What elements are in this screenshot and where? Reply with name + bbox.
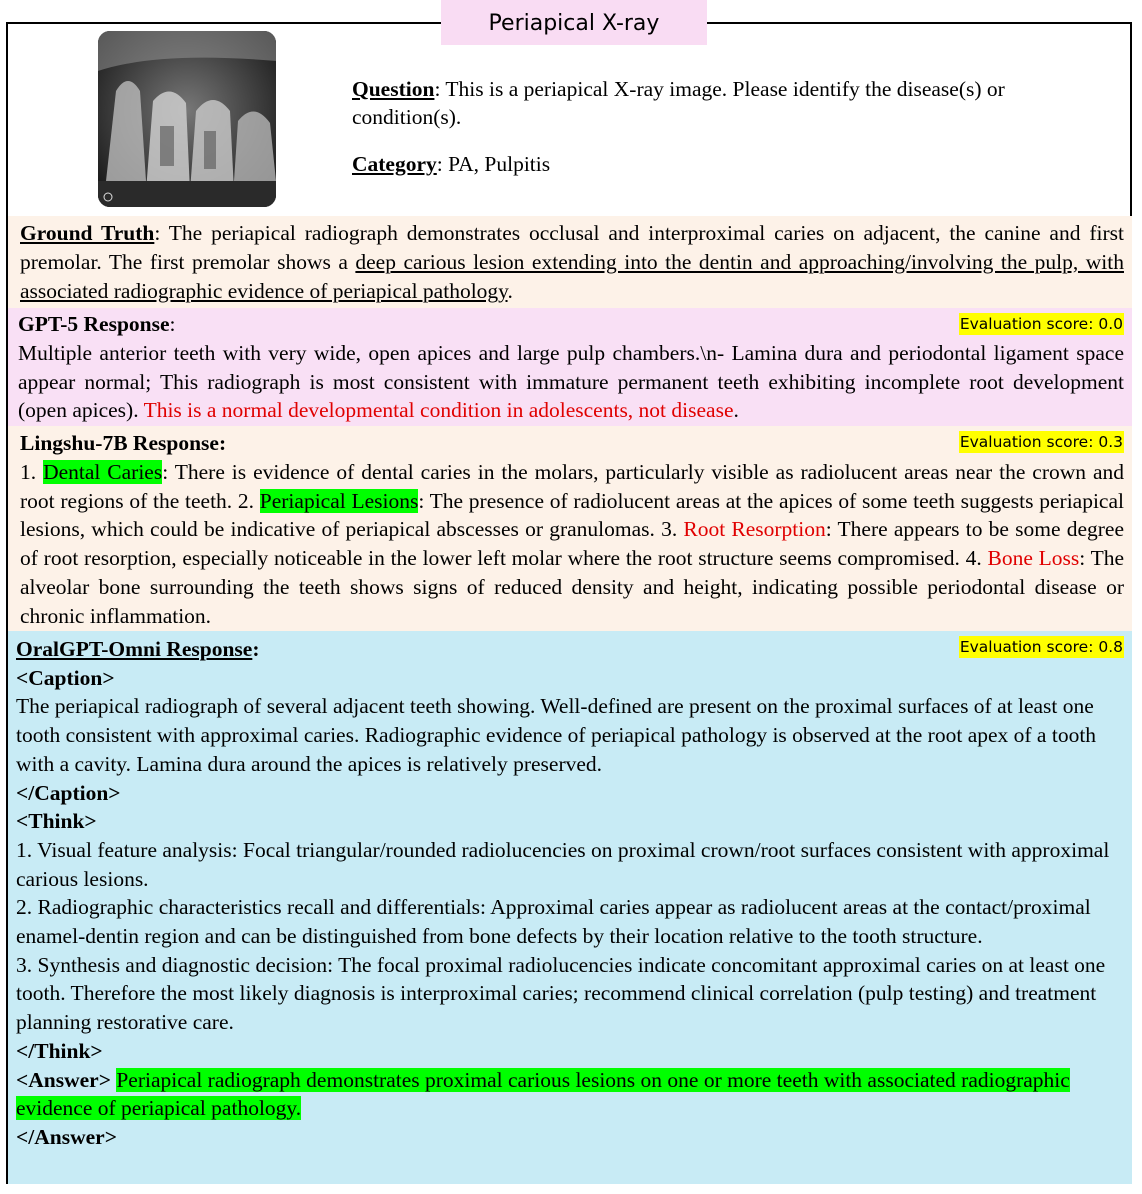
figure-title: Periapical X-ray [441,0,707,45]
lingshu-label: Lingshu-7B Response: [20,431,227,455]
gpt5-label: GPT-5 Response [18,312,170,336]
think-open-tag: <Think> [16,809,97,834]
question-text: : This is a periapical X-ray image. Please identify the disease(s) or condition(s). [352,77,1005,129]
answer-line [16,1066,1126,1123]
question-line [352,75,1092,131]
think-step-1: 1. Visual feature analysis: Focal triangular/rounded radiolucencies on proximal crown/root surfaces consistent with approximal carious lesions. [16,837,1110,891]
caption-close-tag: </Caption> [16,780,121,805]
lingshu-text3: : There appears to be some degree of root resorption, especially noticeable in the lower left molar where the root structure seems compromised. 4. [20,517,1124,571]
gpt5-section [8,308,1132,426]
answer-text: Periapical radiograph demonstrates proximal carious lesions on one or more teeth with associated radiographic evidence of periapical pathology. [16,1067,1070,1121]
think-step-3: 3. Synthesis and diagnostic decision: The focal proximal radiolucencies indicate concomitant approximal caries on at least one tooth. Therefore the most likely diagnosis is interproximal caries; recommend clinical correlation (pulp testing) and treatment planning restorative care. [16,952,1106,1035]
caption-text: The periapical radiograph of several adjacent teeth showing. Well-defined are present on the proximal surfaces of at least one tooth consistent with approximal caries. Radiographic evidence of periapical pathology is observed at the root apex of a tooth with a cavity. Lamina dura around the apices is relatively preserved. [16,694,1097,776]
caption-open-tag: <Caption> [16,665,115,690]
category-label: Category [352,152,437,176]
gpt5-red-text: This is a normal developmental condition in adolescents, not disease [143,398,734,423]
lingshu-text1: : There is evidence of dental caries in the molars, particularly visible as radiolucent areas near the crown and root regions of the teeth. 2. [20,459,1125,513]
question-block [352,75,1092,197]
oralgpt-label: OralGPT-Omni Response [16,637,253,661]
answer-open-tag: <Answer> [16,1067,111,1092]
lingshu-section [8,426,1132,631]
lingshu-term-root-resorption: Root Resorption [683,517,826,542]
oralgpt-score-badge: Evaluation score: 0.8 [959,638,1123,656]
ground-truth-underlined: deep carious lesion extending into the dentin and approaching/involving the pulp, with associated radiographic evidence of periapical pathology [20,249,1124,303]
gpt5-text: Multiple anterior teeth with very wide, open apices and large pulp chambers.\n- Lamina dura and periodontal ligament space appear normal; This radiograph is most consistent with immature permanent teeth exhibiting incomplete root development (open apices). [18,340,1124,423]
lingshu-num1: 1. [20,459,44,484]
gpt5-end: . [733,398,739,423]
think-close-tag: </Think> [16,1038,103,1063]
question-label: Question [352,77,435,101]
xray-image [98,31,276,207]
gpt5-colon: : [169,312,176,336]
lingshu-text4: : The alveolar bone surrounding the teeth shows signs of reduced density and height, indicating possible periodontal disease or chronic inflammation. [20,546,1125,628]
lingshu-term-dental-caries: Dental Caries [43,459,163,484]
lingshu-term-bone-loss: Bone Loss [987,546,1080,571]
lingshu-score-badge: Evaluation score: 0.3 [959,433,1123,451]
oralgpt-colon: : [252,637,260,661]
answer-close-tag: </Answer> [16,1124,117,1149]
lingshu-term-periapical-lesions: Periapical Lesions [259,488,419,513]
ground-truth-text: : The periapical radiograph demonstrates occlusal and interproximal caries on adjacent, the canine and first premolar. The first premolar shows a [20,221,1124,274]
ground-truth-end: . [507,278,513,303]
oralgpt-section [8,631,1132,1184]
ground-truth-label: Ground Truth [20,221,155,245]
gpt5-score-badge: Evaluation score: 0.0 [959,315,1123,333]
lingshu-text2: : The presence of radiolucent areas at the apices of some teeth suggests periapical lesions, which could be indicative of periapical abscesses or granulomas. 3. [20,488,1124,542]
xray-illustration [98,31,276,207]
category-text: : PA, Pulpitis [436,152,551,176]
ground-truth-section [8,216,1132,308]
think-step-2: 2. Radiographic characteristics recall and differentials: Approximal caries appear as radiolucent areas at the contact/proximal enamel-dentin region and can be distinguished from bone defects by their location relative to the tooth structure. [16,895,1091,949]
category-line [352,150,1092,178]
